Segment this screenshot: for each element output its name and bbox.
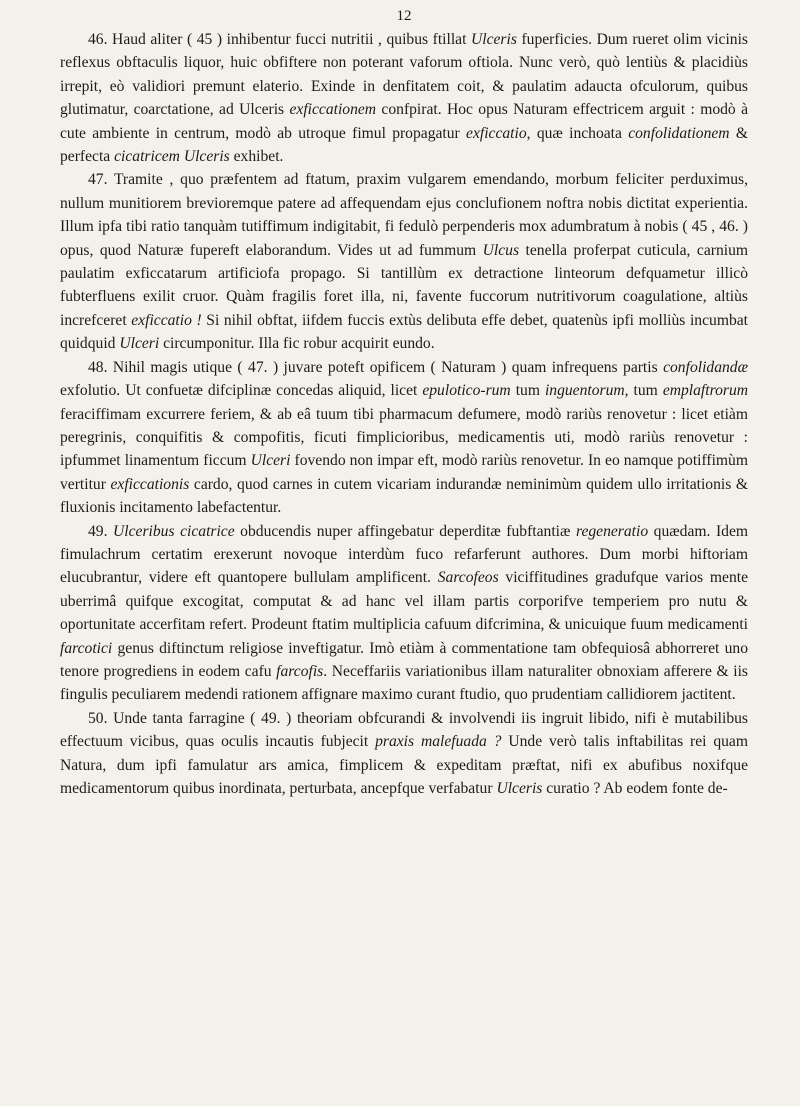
text-run: 47. Tramite , quo præfentem ad ftatum, praxim vulgarem emendando, morbum feliciter perduximus, nullum munitiorem brevioremque patere ad affequendam ejus conclufionem noftra nobis dictitat experientia. Illum ipfa tibi ratio tanquàm tutiffimum indigitabit, fi fedulò perpenderis mox adumbratum à nobis ( 45 , 46. ) opus, quod Naturæ fupereft elaborandum. Vides ut ad fummum [60,171,748,259]
italic-text-run: exficcationem [289,101,377,119]
text-run: 49. [88,522,114,540]
paragraph-47 [60,168,748,355]
italic-text-run: emplaftrorum [662,382,748,400]
italic-text-run: Ulceris [496,780,543,797]
page-number: 12 [396,8,412,24]
italic-text-run: inguentorum [544,382,625,400]
text-run: curatio ? Ab eodem fonte de- [542,780,728,797]
text-run: genus diftinctum religiose inveftigatur. Imò etiàm à commentatione tam obfequiosâ abhorreret uno tenore progrediens in eodem cafu [60,639,748,680]
text-run: confpirat. Hoc opus Naturam effectricem arguit : modò à cute ambiente in centrum, modò ab utroque fimul propagatur [60,101,748,142]
text-run: & perfecta [60,124,748,166]
text-run: viciffitudines gradufque varios mente uberrimâ quifque excogitat, computat & ad hanc vel illam partis corporifve temperiem pro nutu & oportunitate accerfitam refert. Prodeunt ftatim multiplicia cafuum difcrimina, & unicuique fuum medicamenti [60,569,748,634]
italic-text-run: Ulcus [482,241,520,259]
text-run: circumponitur. Illa fic robur acquirit eundo. [159,335,435,353]
paragraph-46 [60,28,748,168]
italic-text-run: Ulceris [471,31,517,48]
text-run: cardo, quod carnes in cutem vicariam indurandæ neminimùm quidem ullo irritationis & fluxionis incitamento labefactentur. [60,475,749,517]
paragraph-49 [60,520,748,707]
italic-text-run: cicatricem Ulceris [114,148,230,166]
paragraph-50 [60,707,748,801]
body-text [60,28,748,800]
italic-text-run: Ulceribus cicatrice [113,522,235,540]
text-run: . Neceffariis variationibus illam naturaliter obnoxiam afferere & iis fingulis peculiarem medendi rationem affignare maximo curant ftudio, quo prudentiam callidiorem jactitent. [60,662,748,704]
text-run: fuperficies. Dum rueret olim vicinis reflexus obftaculis liquor, huic obfiftere non poterant vaforum oftiola. Nunc verò, quò lentiùs & placidiùs irrepit, eò validiori premunt elaterio. Exinde in denfitatem coit, & paulatim adaucta ofculorum, quibus glutimatur, coarctatione, ad Ulceris [60,31,748,119]
text-run: obducendis nuper affingebatur deperditæ fubftantiæ [234,522,576,540]
italic-text-run: Ulceri [250,452,291,470]
italic-text-run: Ulceri [119,335,160,353]
text-run: tum [510,382,545,400]
italic-text-run: farcotici [60,639,113,657]
text-run: fovendo non impar eft, modò rariùs renovetur. In eo namque potiffimùm vertitur [60,452,748,493]
italic-text-run: exficcatio ! [131,311,202,329]
italic-text-run: epulotico-rum [422,382,511,400]
paragraph-48 [60,356,748,520]
italic-text-run: confolidationem [628,124,730,142]
italic-text-run: regeneratio [575,522,649,540]
text-run: Unde verò talis inftabilitas rei quam Natura, dum ipfi famulatur ars amica, fimplicem & expeditam præftat, nifi ex abufibus noxifque medicamentorum quibus inordinata, perturbata, ancepfque verfabatur [60,733,748,797]
italic-text-run: Sarcofeos [437,569,499,587]
text-run: quædam. Idem fimulachrum certatim erexerunt novoque interdùm fuco refarferunt authores. Dum morbi hiftoriam elucubrantur, videre eft quantopere bullulam amplificent. [60,522,749,587]
text-run: Si nihil obftat, iifdem fuccis extùs delibuta effe debet, quatenùs ipfi molliùs incumbat quidquid [60,311,748,353]
text-run: exfolutio. Ut confuetæ difciplinæ concedas aliquid, licet [60,382,423,400]
italic-text-run: farcofis [276,662,324,680]
italic-text-run: exficcatio [466,124,527,142]
text-run: 46. Haud aliter ( 45 ) inhibentur fucci nutritii , quibus ftillat [88,31,471,48]
text-run: 50. Unde tanta farragine ( 49. ) theoriam obfcurandi & involvendi iis ingruit libido, nifi è mutabilibus effectuum vicibus, quas oculis incautis fubjecit [60,709,748,751]
text-run: 48. Nihil magis utique ( 47. ) juvare poteft opificem ( Naturam ) quam infrequens partis [88,358,664,376]
text-run: exhibet. [229,148,284,166]
text-run: tenella proferpat cuticula, carnium paulatim exficcatarum artificiofa propago. Si tantillùm ex detractione linteorum defquametur illicò fubterfluens exilit cruor. Quàm fragilis foret illa, ni, favente fuccorum nutritivorum coagulatione, altiùs increfceret [60,241,749,329]
italic-text-run: confolidandæ [663,358,748,376]
text-run: , quæ inchoata [526,124,629,142]
text-run: feraciffimam excurrere feriem, & ab eâ tuum tibi pharmacum defumere, modò rariùs renovetur : licet etiàm peregrinis, conquifitis & compofitis, ficuti fimplicioribus, medicamentis uti, modò rariùs renovetur : ipfummet linamentum ficcum [60,405,748,470]
italic-text-run: exficcationis [110,475,190,493]
italic-text-run: praxis malefuada ? [375,733,502,751]
text-run: , tum [624,382,663,400]
